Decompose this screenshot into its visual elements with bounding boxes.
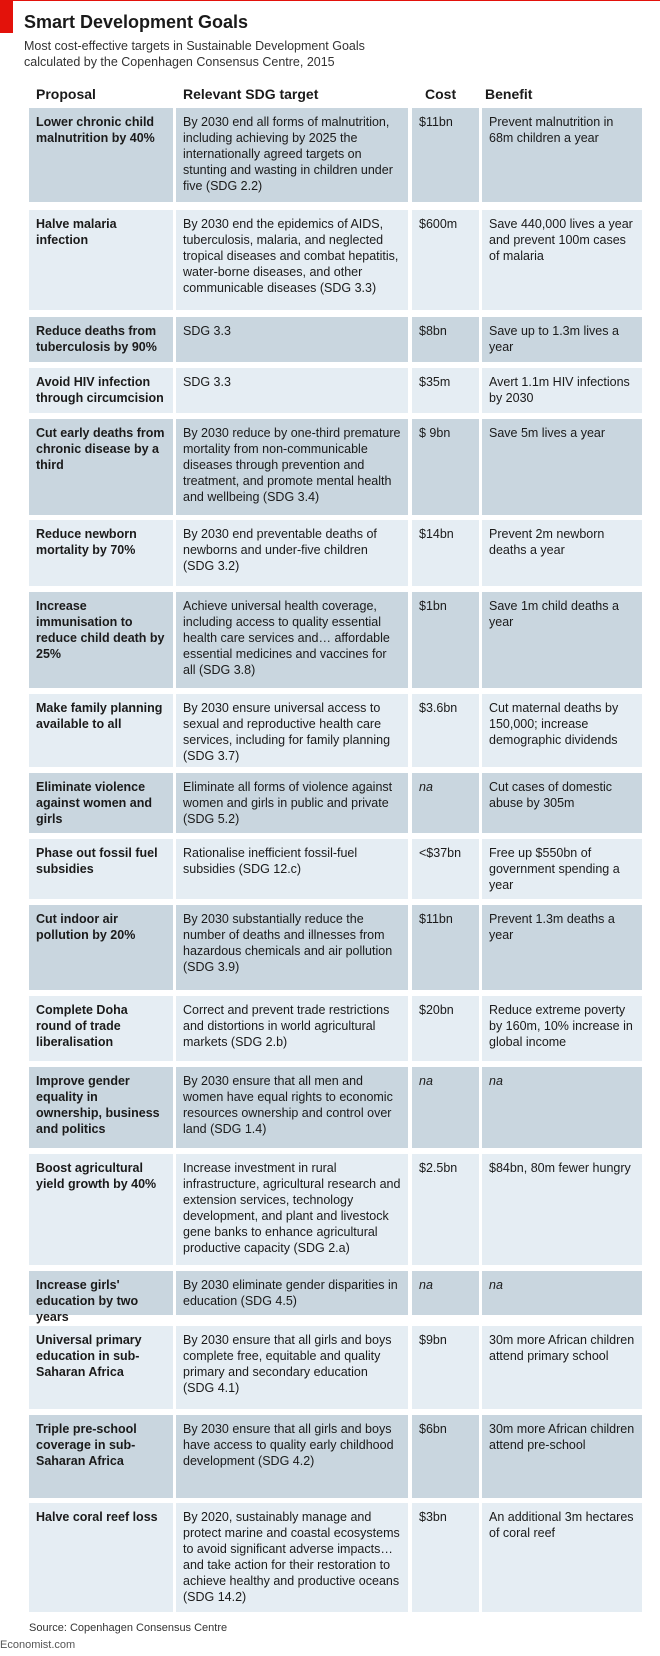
cost-cell: $8bn	[412, 317, 479, 362]
subtitle-line: Most cost-effective targets in Sustainable Development Goals	[24, 39, 365, 53]
cost-cell: $6bn	[412, 1415, 479, 1498]
column-header-target: Relevant SDG target	[183, 86, 319, 102]
cost-cell: na	[412, 1067, 479, 1148]
table-row	[0, 1067, 660, 1148]
cost-cell: $11bn	[412, 108, 479, 202]
cost-cell: $ 9bn	[412, 419, 479, 515]
target-cell: By 2030 reduce by one-third premature mortality from non-communicable diseases through prevention and treatment, and promote mental health and wellbeing (SDG 3.4)	[176, 419, 408, 515]
table-row	[0, 1503, 660, 1612]
cost-cell: na	[412, 1271, 479, 1315]
target-cell: SDG 3.3	[176, 368, 408, 413]
benefit-cell: Cut cases of domestic abuse by 305m	[482, 773, 642, 833]
target-cell: By 2030 ensure that all girls and boys have access to quality early childhood development (SDG 4.2)	[176, 1415, 408, 1498]
top-rule	[0, 0, 660, 1]
proposal-cell: Reduce newborn mortality by 70%	[29, 520, 173, 586]
publisher-credit: Economist.com	[0, 1639, 76, 1651]
column-header-benefit: Benefit	[485, 86, 533, 102]
cost-cell: $2.5bn	[412, 1154, 479, 1265]
target-cell: By 2020, sustainably manage and protect marine and coastal ecosystems to avoid significant adverse impacts… and take action for their restoration to achieve healthy and productive oceans (SDG 14.2)	[176, 1503, 408, 1612]
brand-tab	[0, 0, 13, 33]
proposal-cell: Triple pre-school coverage in sub-Saharan Africa	[29, 1415, 173, 1498]
chart-title: Smart Development Goals	[24, 12, 249, 32]
proposal-cell: Boost agricultural yield growth by 40%	[29, 1154, 173, 1265]
target-cell: SDG 3.3	[176, 317, 408, 362]
proposal-cell: Halve coral reef loss	[29, 1503, 173, 1612]
table-row	[0, 210, 660, 310]
proposal-cell: Avoid HIV infection through circumcision	[29, 368, 173, 413]
benefit-cell: 30m more African children attend pre-school	[482, 1415, 642, 1498]
proposal-cell: Cut early deaths from chronic disease by a third	[29, 419, 173, 515]
chart-subtitle	[24, 38, 424, 70]
target-cell: By 2030 end all forms of malnutrition, including achieving by 2025 the internationally agreed targets on stunting and wasting in children under five (SDG 2.2)	[176, 108, 408, 202]
benefit-cell: Avert 1.1m HIV infections by 2030	[482, 368, 642, 413]
cost-cell: $11bn	[412, 905, 479, 990]
table-row	[0, 694, 660, 767]
proposal-cell: Universal primary education in sub-Saharan Africa	[29, 1326, 173, 1409]
cost-cell: $1bn	[412, 592, 479, 688]
table-row	[0, 520, 660, 586]
cost-cell: $3bn	[412, 1503, 479, 1612]
target-cell: Achieve universal health coverage, including access to quality essential health care services and… affordable essential medicines and vaccines for all (SDG 3.8)	[176, 592, 408, 688]
target-cell: By 2030 eliminate gender disparities in education (SDG 4.5)	[176, 1271, 408, 1315]
cost-cell: <$37bn	[412, 839, 479, 899]
target-cell: Correct and prevent trade restrictions and distortions in world agricultural markets (SDG 2.b)	[176, 996, 408, 1061]
table-row	[0, 1326, 660, 1409]
table-row	[0, 108, 660, 202]
proposal-cell: Increase immunisation to reduce child death by 25%	[29, 592, 173, 688]
benefit-cell: 30m more African children attend primary school	[482, 1326, 642, 1409]
table-row	[0, 317, 660, 362]
table-row	[0, 1415, 660, 1498]
proposal-cell: Phase out fossil fuel subsidies	[29, 839, 173, 899]
benefit-cell: na	[482, 1067, 642, 1148]
benefit-cell: Free up $550bn of government spending a year	[482, 839, 642, 899]
column-header-cost: Cost	[425, 86, 457, 102]
target-cell: By 2030 end the epidemics of AIDS, tuberculosis, malaria, and neglected tropical diseases and combat hepatitis, water-borne diseases, and other communicable diseases (SDG 3.3)	[176, 210, 408, 310]
proposal-cell: Complete Doha round of trade liberalisation	[29, 996, 173, 1061]
proposal-cell: Improve gender equality in ownership, business and politics	[29, 1067, 173, 1148]
benefit-cell: Save up to 1.3m lives a year	[482, 317, 642, 362]
benefit-cell: An additional 3m hectares of coral reef	[482, 1503, 642, 1612]
proposal-cell: Eliminate violence against women and girls	[29, 773, 173, 833]
target-cell: By 2030 substantially reduce the number of deaths and illnesses from hazardous chemicals and air pollution (SDG 3.9)	[176, 905, 408, 990]
cost-cell: $9bn	[412, 1326, 479, 1409]
table-row	[0, 419, 660, 515]
cost-cell: $600m	[412, 210, 479, 310]
source-note: Source: Copenhagen Consensus Centre	[29, 1622, 228, 1634]
target-cell: By 2030 ensure that all girls and boys complete free, equitable and quality primary and secondary education (SDG 4.1)	[176, 1326, 408, 1409]
benefit-cell: Reduce extreme poverty by 160m, 10% increase in global income	[482, 996, 642, 1061]
target-cell: Eliminate all forms of violence against women and girls in public and private (SDG 5.2)	[176, 773, 408, 833]
target-cell: By 2030 ensure that all men and women have equal rights to economic resources ownership and control over land (SDG 1.4)	[176, 1067, 408, 1148]
benefit-cell: Save 440,000 lives a year and prevent 100m cases of malaria	[482, 210, 642, 310]
target-cell: Increase investment in rural infrastructure, agricultural research and extension services, technology development, and plant and livestock gene banks to enhance agricultural productive capacity (SDG 2.a)	[176, 1154, 408, 1265]
proposal-cell: Increase girls' education by two years	[29, 1271, 173, 1315]
benefit-cell: Save 5m lives a year	[482, 419, 642, 515]
table-row	[0, 368, 660, 413]
benefit-cell: Cut maternal deaths by 150,000; increase demographic dividends	[482, 694, 642, 767]
table-row	[0, 1154, 660, 1265]
column-header-proposal: Proposal	[36, 86, 96, 102]
table-row	[0, 1271, 660, 1324]
proposal-cell: Cut indoor air pollution by 20%	[29, 905, 173, 990]
target-cell: By 2030 end preventable deaths of newborns and under-five children (SDG 3.2)	[176, 520, 408, 586]
cost-cell: $35m	[412, 368, 479, 413]
target-cell: By 2030 ensure universal access to sexual and reproductive health care services, including for family planning (SDG 3.7)	[176, 694, 408, 767]
benefit-cell: Save 1m child deaths a year	[482, 592, 642, 688]
cost-cell: $3.6bn	[412, 694, 479, 767]
table-row	[0, 996, 660, 1061]
table-row	[0, 773, 660, 833]
benefit-cell: na	[482, 1271, 642, 1315]
proposal-cell: Halve malaria infection	[29, 210, 173, 310]
cost-cell: $14bn	[412, 520, 479, 586]
proposal-cell: Lower chronic child malnutrition by 40%	[29, 108, 173, 202]
benefit-cell: $84bn, 80m fewer hungry	[482, 1154, 642, 1265]
benefit-cell: Prevent 2m newborn deaths a year	[482, 520, 642, 586]
target-cell: Rationalise inefficient fossil-fuel subsidies (SDG 12.c)	[176, 839, 408, 899]
proposal-cell: Reduce deaths from tuberculosis by 90%	[29, 317, 173, 362]
benefit-cell: Prevent 1.3m deaths a year	[482, 905, 642, 990]
table-row	[0, 905, 660, 990]
cost-cell: $20bn	[412, 996, 479, 1061]
proposal-cell: Make family planning available to all	[29, 694, 173, 767]
cost-cell: na	[412, 773, 479, 833]
subtitle-line: calculated by the Copenhagen Consensus Centre, 2015	[24, 55, 335, 69]
table-row	[0, 592, 660, 688]
table-row	[0, 839, 660, 899]
benefit-cell: Prevent malnutrition in 68m children a year	[482, 108, 642, 202]
